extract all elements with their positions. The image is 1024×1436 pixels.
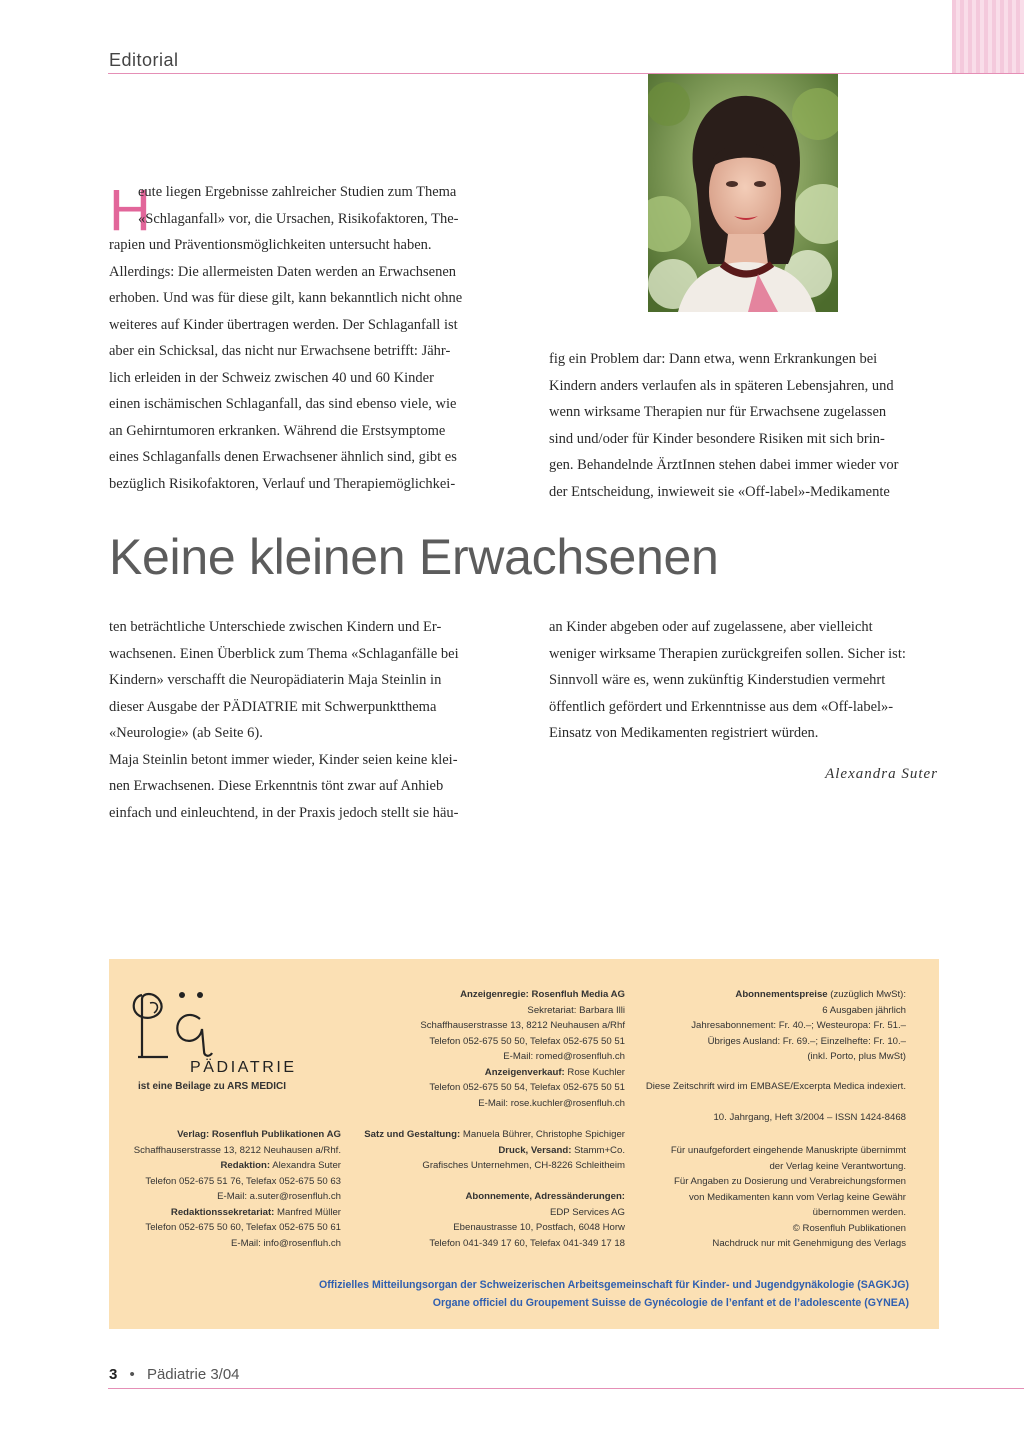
imprint-line: Für Angaben zu Dosierung und Verabreichungsformen xyxy=(674,1176,906,1187)
text-line: Kindern anders verlaufen als in späteren Lebensjahren, und xyxy=(549,377,894,394)
imprint-line: E-Mail: info@rosenfluh.ch xyxy=(231,1237,341,1249)
text-line: «Neurologie» (ab Seite 6). xyxy=(109,725,263,741)
imprint-line: der Verlag keine Verantwortung. xyxy=(769,1160,906,1172)
paediatrie-logo xyxy=(128,983,218,1068)
imprint-line: Satz und Gestaltung: Manuela Bührer, Christophe Spichiger xyxy=(364,1129,625,1140)
imprint-prices xyxy=(691,987,906,1065)
author-signature: Alexandra Suter xyxy=(825,766,938,782)
imprint-subscriptions xyxy=(429,1189,625,1251)
imprint-line: Telefon 041-349 17 60, Telefax 041-349 17 18 xyxy=(429,1237,625,1249)
imprint-line: Diese Zeitschrift wird im EMBASE/Excerpta Medica indexiert. xyxy=(645,1081,906,1092)
logo-subtitle: ist eine Beilage zu ARS MEDICI xyxy=(138,1081,286,1092)
imprint-line: Jahresabonnement: Fr. 40.–; Westeuropa: Fr. 51.– xyxy=(691,1020,906,1031)
imprint-line: Druck, Versand: Stamm+Co. xyxy=(498,1144,625,1156)
imprint-line: von Medikamenten kann vom Verlag keine Gewähr xyxy=(688,1191,906,1203)
imprint-line: Nachdruck nur mit Genehmigung des Verlags xyxy=(712,1238,906,1249)
official-organ-german: Offizielles Mitteilungsorgan der Schweizerischen Arbeitsgemeinschaft für Kinder- und Jugendgynäkologie (SAGKJG) xyxy=(318,1279,909,1291)
imprint-line: Telefon 052-675 50 60, Telefax 052-675 50 61 xyxy=(145,1222,341,1233)
text-line: öffentlich gefördert und Erkenntnisse aus dem «Off-label»- xyxy=(549,698,894,715)
imprint-line: 6 Ausgaben jährlich xyxy=(822,1004,906,1016)
text-line: Einsatz von Medikamenten registriert würden. xyxy=(549,725,819,741)
official-organ-french: Organe officiel du Groupement Suisse de Gynécologie de l’enfant et de l’adolescente (GYNEA) xyxy=(432,1297,909,1309)
page-footer xyxy=(109,1366,240,1383)
text-line: einen ischämischen Schlaganfall, das sind ebenso viele, wie xyxy=(109,396,457,412)
imprint-line: Redaktionssekretariat: Manfred Müller xyxy=(170,1206,341,1218)
text-line: dieser Ausgabe der PÄDIATRIE mit Schwerpunktthema xyxy=(109,698,437,715)
text-line: fig ein Problem dar: Dann etwa, wenn Erkrankungen bei xyxy=(549,351,878,367)
text-line: rapien und Präventionsmöglichkeiten untersucht haben. xyxy=(109,237,432,253)
imprint-line: Für unaufgefordert eingehende Manuskripte übernimmt xyxy=(670,1145,906,1156)
author-photo xyxy=(648,74,838,312)
text-line: wenn wirksame Therapien nur für Erwachsene zugelassen xyxy=(549,404,887,420)
dropcap-letter: H xyxy=(109,178,151,243)
imprint-publisher xyxy=(134,1127,341,1251)
imprint-line: Anzeigenverkauf: Rose Kuchler xyxy=(484,1066,625,1078)
imprint-line: Redaktion: Alexandra Suter xyxy=(220,1160,341,1171)
imprint-line: E-Mail: rose.kuchler@rosenfluh.ch xyxy=(478,1097,625,1109)
text-line: erhoben. Und was für diese gilt, kann bekanntlich nicht ohne xyxy=(109,290,463,306)
issue-label: Pädiatrie 3/04 xyxy=(146,1366,240,1383)
text-line: an Kinder abgeben oder auf zugelassene, aber vielleicht xyxy=(549,619,873,635)
imprint-line: Anzeigenregie: Rosenfluh Media AG xyxy=(460,989,625,1000)
text-line: eines Schlaganfalls denen Erwachsener ähnlich sind, gibt es xyxy=(109,449,457,465)
imprint-advertising xyxy=(420,987,625,1111)
article-column-2-top xyxy=(549,346,938,505)
imprint-disclaimer xyxy=(671,1143,906,1252)
article-column-2-bottom xyxy=(549,614,938,747)
text-line: weiteres auf Kinder übertragen werden. Der Schlaganfall ist xyxy=(109,316,458,333)
imprint-issue xyxy=(713,1110,906,1126)
imprint-line: Abonnemente, Adressänderungen: xyxy=(465,1191,625,1202)
text-line: Maja Steinlin betont immer wieder, Kinder seien keine klei- xyxy=(109,751,458,768)
imprint-line: Übriges Ausland: Fr. 69.–; Einzelhefte: Fr. 10.– xyxy=(707,1035,906,1047)
text-line: Sinnvoll wäre es, wenn zukünftig Kinderstudien vermehrt xyxy=(549,672,886,688)
text-line: sind und/oder für Kinder besondere Risiken mit sich brin- xyxy=(549,430,885,447)
imprint-line: Sekretariat: Barbara Illi xyxy=(527,1004,625,1016)
text-line: weniger wirksame Therapien zurückgreifen sollen. Sicher ist: xyxy=(549,645,906,662)
imprint-line: E-Mail: a.suter@rosenfluh.ch xyxy=(217,1191,341,1202)
page-number: 3 xyxy=(109,1366,118,1383)
bullet-separator: • xyxy=(129,1366,135,1383)
footer-rule xyxy=(108,1388,1024,1389)
text-line: aber ein Schicksal, das nicht nur Erwachsene betrifft: Jähr- xyxy=(109,343,451,359)
header-rule xyxy=(108,73,1024,74)
imprint-line: E-Mail: romed@rosenfluh.ch xyxy=(503,1051,625,1062)
text-line: Kindern» verschafft die Neuropädiaterin Maja Steinlin in xyxy=(109,672,442,688)
imprint-line: Telefon 052-675 51 76, Telefax 052-675 50 63 xyxy=(145,1175,341,1187)
text-line: Allerdings: Die allermeisten Daten werden an Erwachsenen xyxy=(109,263,457,280)
text-line: bezüglich Risikofaktoren, Verlauf und Therapiemöglichkei- xyxy=(109,475,456,492)
text-line: ten beträchtliche Unterschiede zwischen Kindern und Er- xyxy=(109,619,442,635)
imprint-line: © Rosenfluh Publikationen xyxy=(792,1222,906,1234)
imprint-production xyxy=(364,1127,625,1174)
logo-wordmark: PÄDIATRIE xyxy=(190,1059,297,1076)
text-line: «Schlaganfall» vor, die Ursachen, Risikofaktoren, The- xyxy=(138,210,459,227)
text-line: einfach und einleuchtend, in der Praxis jedoch stellt sie häu- xyxy=(109,804,459,821)
imprint-line: Schaffhauserstrasse 13, 8212 Neuhausen a/Rhf xyxy=(420,1020,625,1031)
imprint-indexing xyxy=(646,1079,906,1095)
imprint-line: Ebenaustrasse 10, Postfach, 6048 Horw xyxy=(453,1222,625,1233)
text-line: wachsenen. Einen Überblick zum Thema «Schlaganfälle bei xyxy=(109,645,459,662)
section-label: Editorial xyxy=(109,50,179,70)
imprint-line: übernommen werden. xyxy=(812,1207,906,1218)
imprint-line: 10. Jahrgang, Heft 3/2004 – ISSN 1424-8468 xyxy=(713,1112,906,1123)
imprint-line: EDP Services AG xyxy=(549,1206,625,1218)
text-line: lich erleiden in der Schweiz zwischen 40 und 60 Kinder xyxy=(109,369,434,386)
text-line: an Gehirntumoren erkranken. Während die Erstsymptome xyxy=(109,422,446,439)
imprint-line: Telefon 052-675 50 54, Telefax 052-675 50 51 xyxy=(429,1082,625,1093)
text-line: gen. Behandelnde ÄrztInnen stehen dabei immer wieder vor xyxy=(549,457,899,473)
imprint-line: Abonnementspreise (zuzüglich MwSt): xyxy=(735,989,906,1000)
imprint-line: Grafisches Unternehmen, CH-8226 Schleitheim xyxy=(422,1160,625,1171)
imprint-line: (inkl. Porto, plus MwSt) xyxy=(807,1051,906,1062)
text-line: eute liegen Ergebnisse zahlreicher Studien zum Thema xyxy=(138,184,457,200)
article-headline: Keine kleinen Erwachsenen xyxy=(109,529,719,585)
text-line: nen Erwachsenen. Diese Erkenntnis tönt zwar auf Anhieb xyxy=(109,778,444,794)
text-line: der Entscheidung, inwieweit sie «Off-label»-Medikamente xyxy=(549,483,890,500)
corner-decoration xyxy=(952,0,1024,74)
article-column-1-bottom xyxy=(109,614,498,826)
imprint-line: Schaffhauserstrasse 13, 8212 Neuhausen a/Rhf. xyxy=(133,1144,341,1156)
article-column-1-top xyxy=(109,179,498,497)
imprint-line: Telefon 052-675 50 50, Telefax 052-675 50 51 xyxy=(429,1035,625,1047)
imprint-line: Verlag: Rosenfluh Publikationen AG xyxy=(177,1129,341,1140)
